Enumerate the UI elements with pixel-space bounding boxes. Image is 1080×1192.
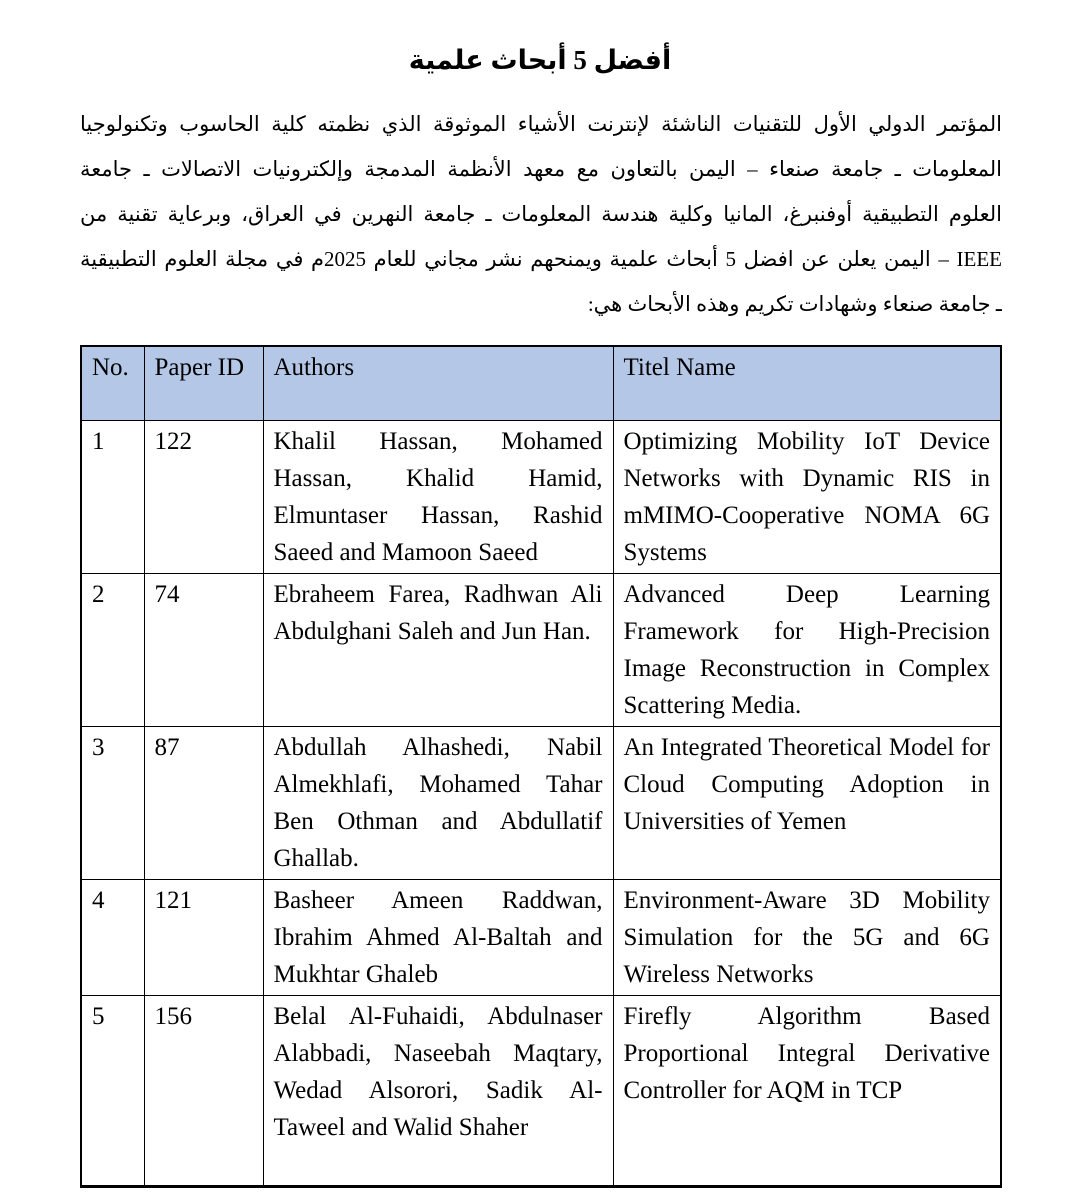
cell-authors: Abdullah Alhashedi, Nabil Almekhlafi, Mohamed Tahar Ben Othman and Abdullatif Ghallab. <box>263 726 613 879</box>
header-authors: Authors <box>263 346 613 420</box>
cell-paper-id: 121 <box>144 879 263 995</box>
cell-title: Firefly Algorithm Based Proportional Integral Derivative Controller for AQM in TCP <box>613 995 1001 1186</box>
cell-no: 4 <box>81 879 144 995</box>
cell-title: Optimizing Mobility IoT Device Networks with Dynamic RIS in mMIMO-Cooperative NOMA 6G Systems <box>613 420 1001 573</box>
table-header-row <box>81 346 1001 420</box>
cell-paper-id: 87 <box>144 726 263 879</box>
intro-paragraph <box>80 102 1002 327</box>
table-row <box>81 879 1001 995</box>
cell-no: 2 <box>81 573 144 726</box>
header-title: Titel Name <box>613 346 1001 420</box>
intro-line: المعلومات ـ جامعة صنعاء – اليمن بالتعاون مع معهد الأنظمة المدمجة وإلكترونيات الاتصالات ـ جامعة <box>80 157 1002 181</box>
papers-table <box>80 345 1002 1188</box>
cell-title: Environment-Aware 3D Mobility Simulation for the 5G and 6G Wireless Networks <box>613 879 1001 995</box>
cell-paper-id: 74 <box>144 573 263 726</box>
intro-line: IEEE – اليمن يعلن عن افضل 5 أبحاث علمية ويمنحهم نشر مجاني للعام 2025م في مجلة العلوم التطبيقية <box>80 247 1002 271</box>
cell-title: An Integrated Theoretical Model for Cloud Computing Adoption in Universities of Yemen <box>613 726 1001 879</box>
table-row <box>81 995 1001 1186</box>
intro-line: العلوم التطبيقية أوفنبرغ، المانيا وكلية هندسة المعلومات ـ جامعة النهرين في العراق، وبرعاية تقنية من <box>80 202 1002 226</box>
cell-no: 5 <box>81 995 144 1186</box>
intro-line: المؤتمر الدولي الأول للتقنيات الناشئة لإنترنت الأشياء الموثوقة الذي نظمته كلية الحاسوب وتكنولوجيا <box>80 112 1002 136</box>
cell-authors: Basheer Ameen Raddwan, Ibrahim Ahmed Al-Baltah and Mukhtar Ghaleb <box>263 879 613 995</box>
cell-paper-id: 122 <box>144 420 263 573</box>
cell-no: 1 <box>81 420 144 573</box>
cell-title: Advanced Deep Learning Framework for High-Precision Image Reconstruction in Complex Scattering Media. <box>613 573 1001 726</box>
table-row <box>81 573 1001 726</box>
intro-line: ـ جامعة صنعاء وشهادات تكريم وهذه الأبحاث هي: <box>587 292 1002 316</box>
cell-paper-id: 156 <box>144 995 263 1186</box>
cell-authors: Khalil Hassan, Mohamed Hassan, Khalid Hamid, Elmuntaser Hassan, Rashid Saeed and Mamoon Saeed <box>263 420 613 573</box>
table-row <box>81 420 1001 573</box>
cell-no: 3 <box>81 726 144 879</box>
header-no: No. <box>81 346 144 420</box>
page-title: أفضل 5 أبحاث علمية <box>408 45 672 75</box>
header-paper-id: Paper ID <box>144 346 263 420</box>
cell-authors: Belal Al-Fuhaidi, Abdulnaser Alabbadi, Naseebah Maqtary, Wedad Alsorori, Sadik Al-Taweel and Walid Shaher <box>263 995 613 1186</box>
table-row <box>81 726 1001 879</box>
cell-authors: Ebraheem Farea, Radhwan Ali Abdulghani Saleh and Jun Han. <box>263 573 613 726</box>
